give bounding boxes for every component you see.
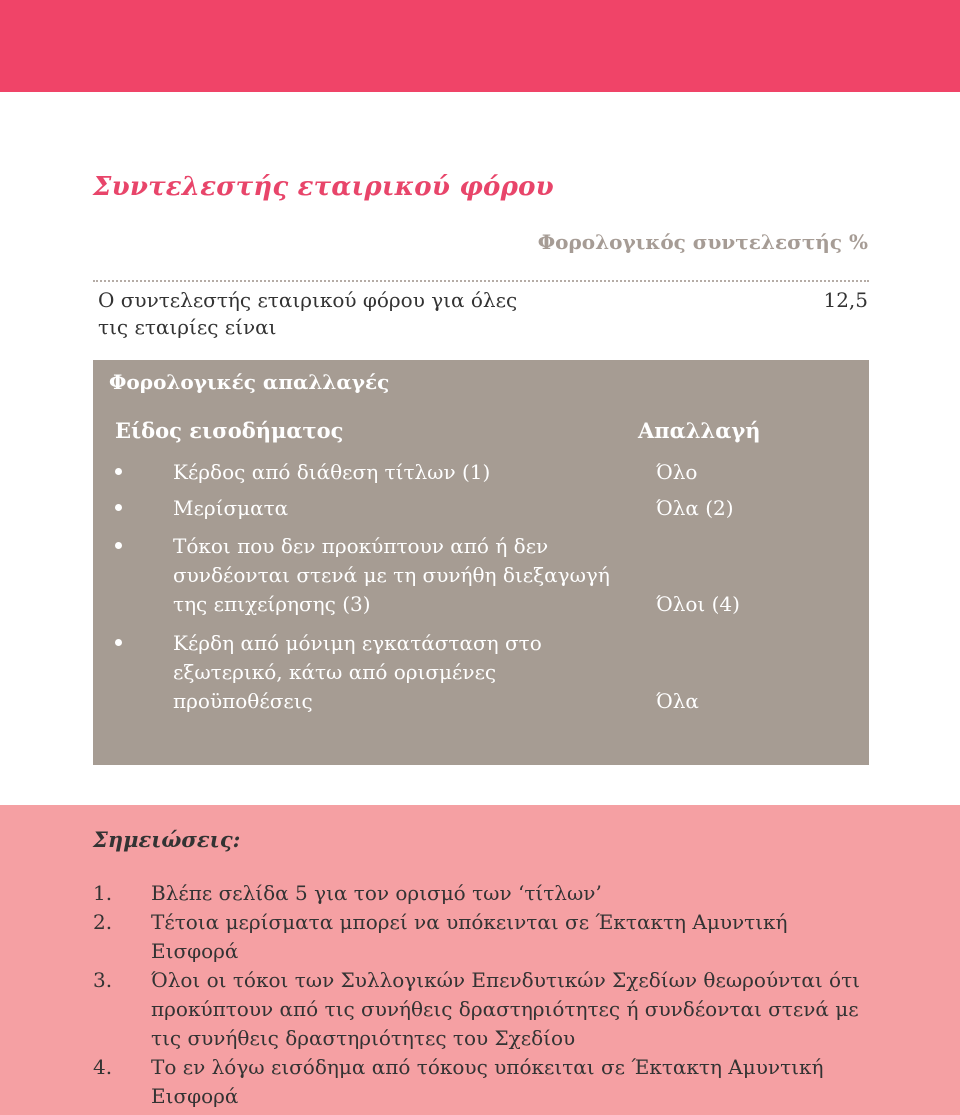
exemption-row-label: Κέρδος από διάθεση τίτλων (1)	[173, 460, 491, 484]
exemption-row-value: Όλα (2)	[656, 496, 734, 520]
note-number: 3.	[93, 968, 113, 992]
income-type-header: Είδος εισοδήματος	[115, 418, 344, 443]
notes-title: Σημειώσεις:	[93, 827, 241, 852]
section-title: Συντελεστής εταιρικού φόρου	[93, 172, 554, 202]
exemption-row-label: Τόκοι που δεν προκύπτουν από ή δεν συνδέονται στενά με τη συνήθη διεξαγωγή της επιχείρησης (3)	[173, 534, 610, 616]
exemption-header: Απαλλαγή	[638, 418, 761, 443]
exemptions-panel	[93, 360, 869, 765]
note-item	[93, 1053, 873, 1111]
note-number: 1.	[93, 881, 113, 905]
notes-list	[93, 879, 873, 1111]
exemption-row-value: Όλα	[656, 689, 699, 713]
exemption-row-label: Κέρδη από μόνιμη εγκατάσταση στο εξωτερικό, κάτω από ορισμένες προϋποθέσεις	[173, 631, 542, 713]
bullet-icon	[115, 542, 122, 549]
top-color-band	[0, 0, 960, 92]
note-number: 4.	[93, 1055, 113, 1079]
note-item	[93, 966, 873, 1053]
rate-label: Ο συντελεστής εταιρικού φόρου για όλες τις εταιρίες είναι	[98, 288, 518, 339]
exemptions-title: Φορολογικές απαλλαγές	[109, 370, 390, 394]
note-item	[93, 879, 873, 908]
bullet-icon	[115, 504, 122, 511]
exemption-row-label: Μερίσματα	[173, 496, 289, 520]
note-item	[93, 908, 873, 966]
note-text: Το εν λόγω εισόδημα από τόκους υπόκειται σε Έκτακτη Αμυντική Εισφορά	[151, 1055, 824, 1108]
note-text: Όλοι οι τόκοι των Συλλογικών Επενδυτικών Σχεδίων θεωρούνται ότι προκύπτουν από τις συνήθεις δραστηριότητες ή συνδέονται στενά με τις συνήθεις δραστηριότητες του Σχεδίου	[151, 968, 860, 1050]
note-number: 2.	[93, 910, 113, 934]
note-text: Τέτοια μερίσματα μπορεί να υπόκεινται σε Έκτακτη Αμυντική Εισφορά	[151, 910, 788, 963]
dotted-divider	[93, 280, 869, 282]
notes-section	[0, 805, 960, 1115]
note-text: Βλέπε σελίδα 5 για τον ορισμό των ‘τίτλων’	[151, 881, 602, 905]
exemption-row-value: Όλοι (4)	[656, 592, 740, 616]
bullet-icon	[115, 639, 122, 646]
exemption-row-value: Όλο	[656, 460, 698, 484]
bullet-icon	[115, 468, 122, 475]
rate-column-header: Φορολογικός συντελεστής %	[537, 230, 868, 254]
rate-value: 12,5	[823, 288, 868, 312]
